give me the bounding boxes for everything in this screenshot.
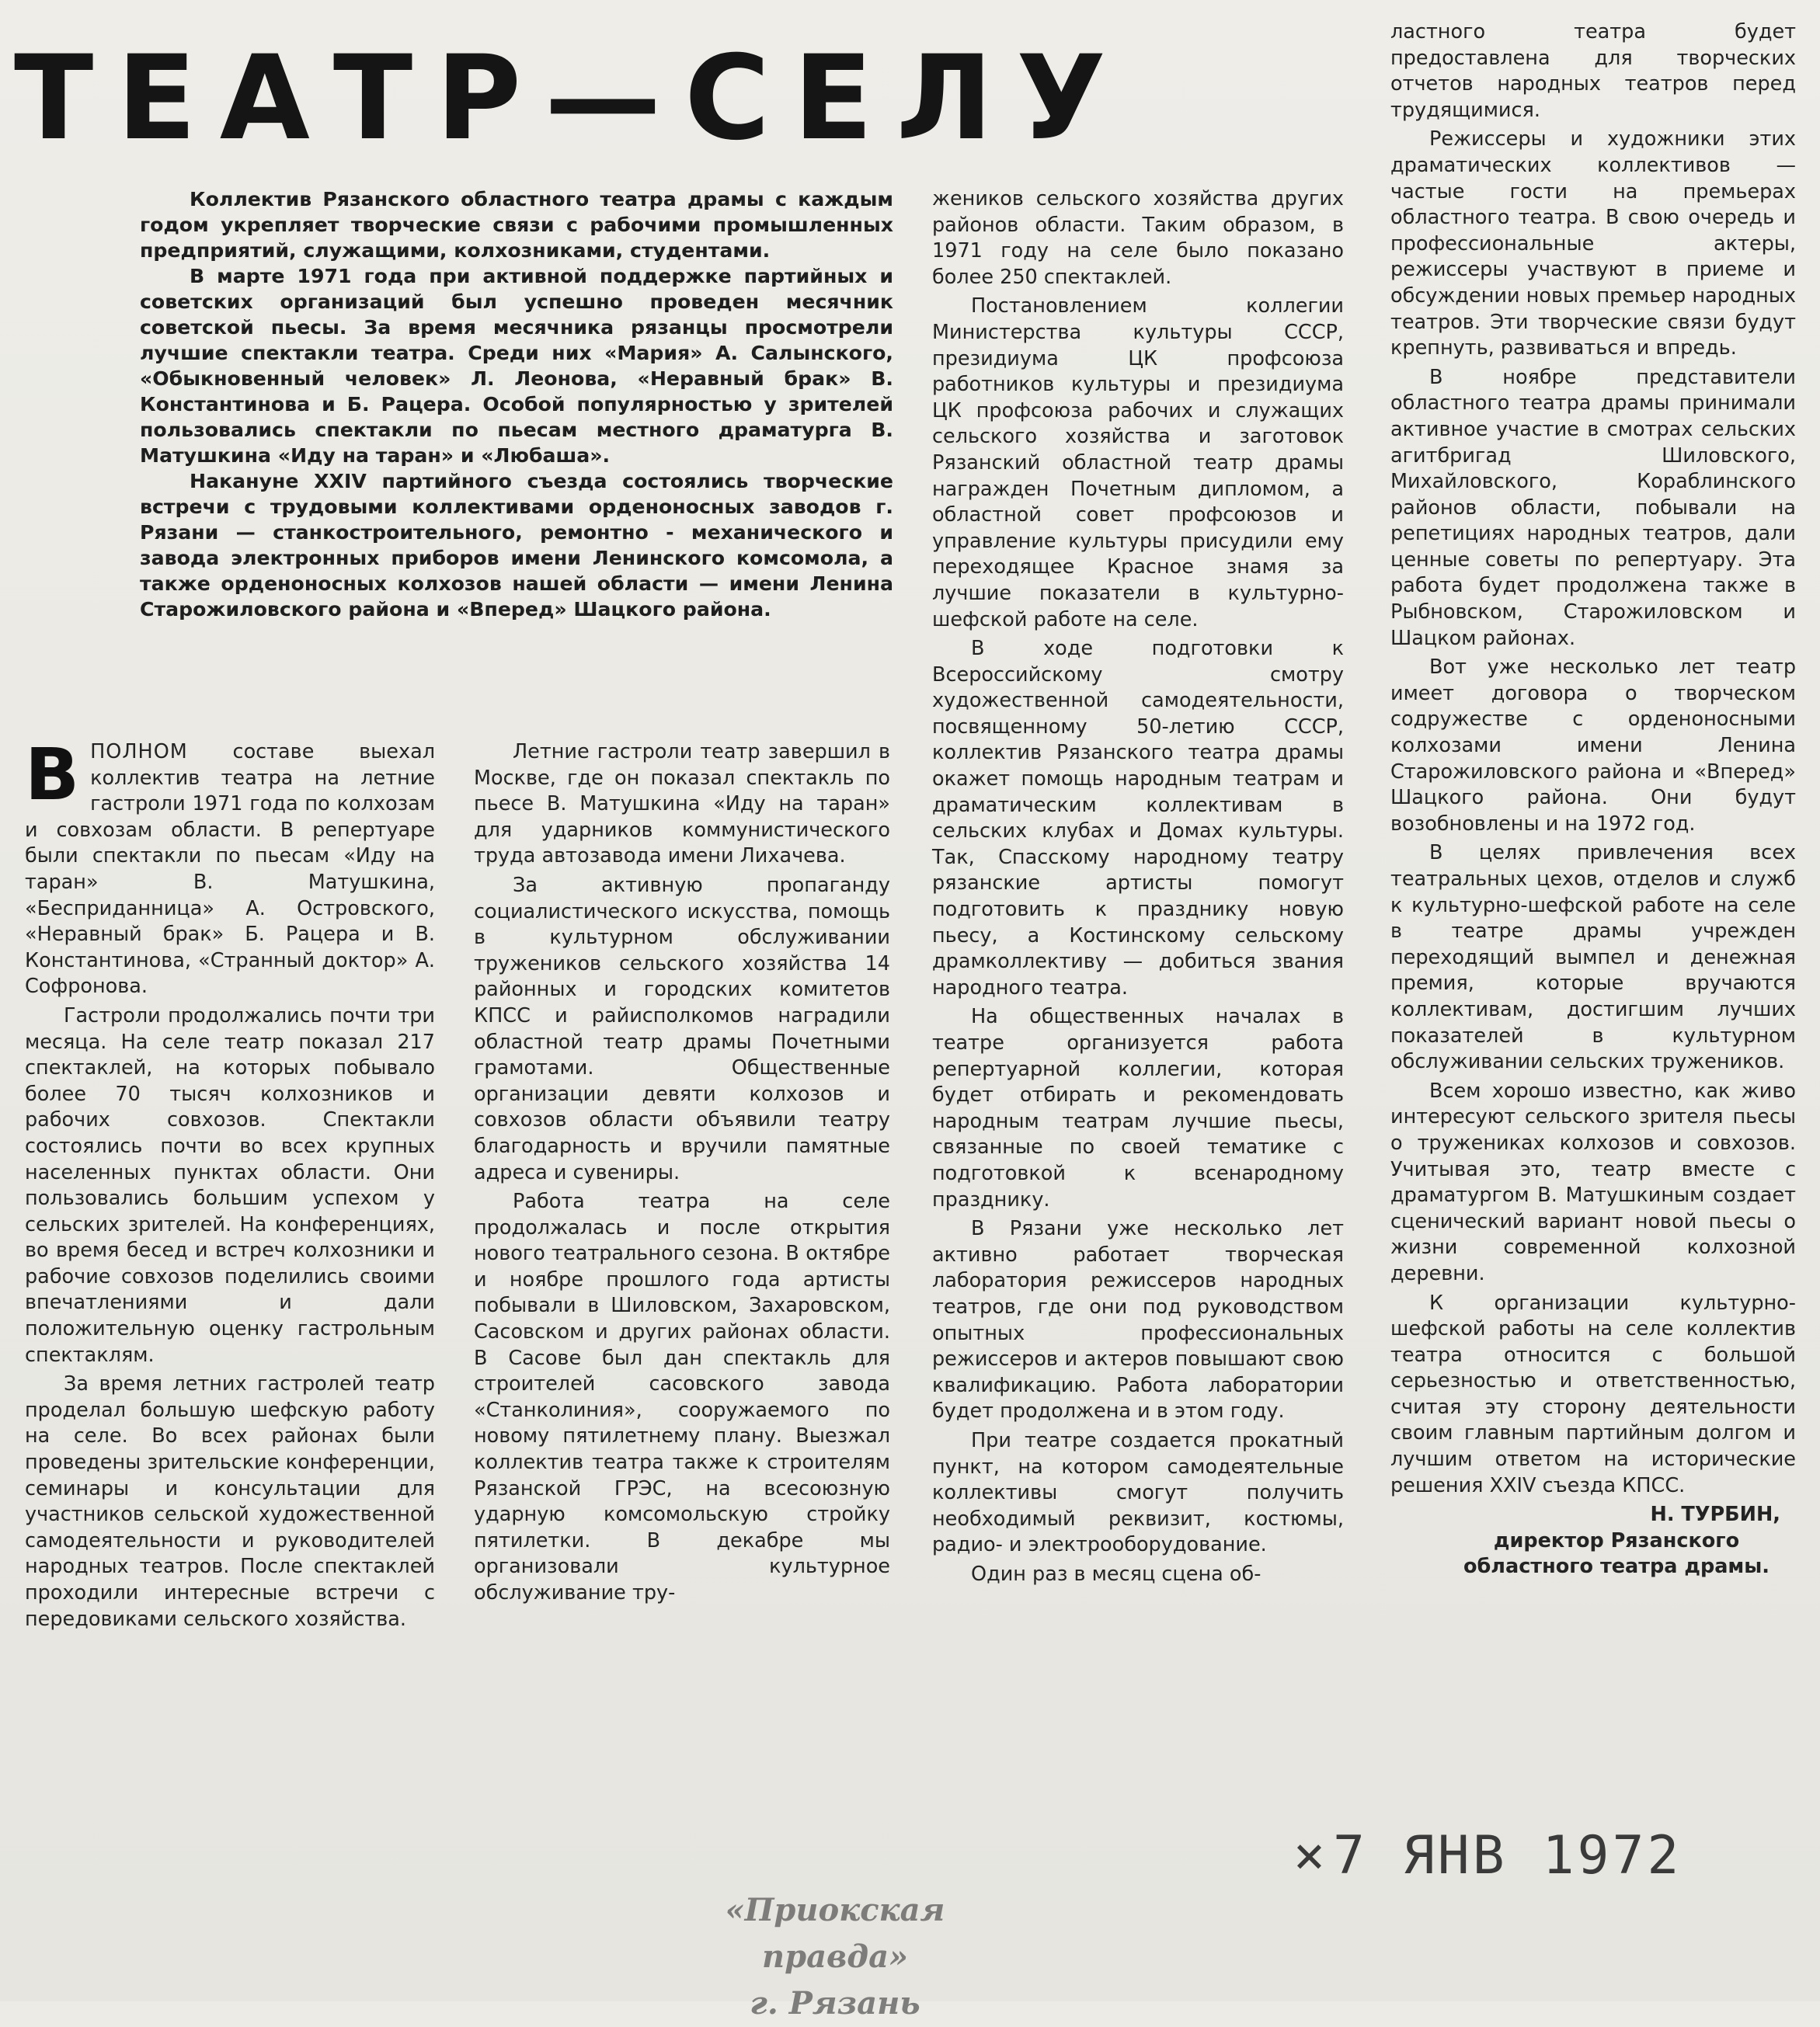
paragraph: Режиссеры и художники этих драматических коллективов — частые гости на премьерах областного театра. В свою очередь и профессиональные актеры, режиссеры участвуют в приеме и обсуждении новых премьер народных театров. Эти творческие связи будут крепнуть, развиваться и впредь. [1390, 127, 1796, 360]
paragraph: Всем хорошо известно, как живо интересуют сельского зрителя пьесы о тружениках колхозов и совхозов. Учитывая это, театр вместе с драматургом В. Матушкиным создает сценический вариант новой пьесы о жизни современной колхозной деревни. [1390, 1079, 1796, 1285]
lead-paragraphs [140, 186, 893, 622]
paragraph: Летние гастроли театр завершил в Москве, где он показал спектакль по пьесе В. Матушкина «Иду на таран» для ударников коммунистического труда автозавода имени Лихачева. [474, 740, 890, 868]
headline: ТЕАТР—СЕЛУ [14, 31, 1129, 166]
paragraph: жеников сельского хозяйства других районов области. Таким образом, в 1971 году на селе было показано более 250 спектаклей. [932, 187, 1344, 289]
stamp-date: 7 ЯНВ 1972 [1332, 1825, 1683, 1886]
paragraph: В Рязани уже несколько лет активно работает творческая лаборатория режиссеров народных театров, где они под руководством опытных профессиональных режиссеров и актеров повышают свою квалификацию. Работа лаборатории будет продолжена и в этом году. [932, 1217, 1344, 1424]
lead-paragraph: Накануне XXIV партийного съезда состоялись творческие встречи с трудовыми коллективами орденоносных заводов г. Рязани — станкостроительного, ремонтно - механического и завода электронных приборов имени Ленинского комсомола, а также орденоносных колхозов нашей области — имени Ленина Старожиловского района и «Вперед» Шацкого района. [140, 470, 893, 621]
paragraph: В ноябре представители областного театра драмы принимали активное участие в смотрах сельских агитбригад Шиловского, Михайловского, Кораблинского районов области, побывали на репетициях народных театров, дали ценные советы по репертуару. Эта работа будет продолжена также в Рыбновском, Старожиловском и Шацком районах. [1390, 365, 1796, 650]
paragraph: За время летних гастролей театр проделал большую шефскую работу на селе. Во всех районах были проведены зрительские конференции, семинары и консультации для участников сельской художественной самодеятельности и руководителей народных театров. После спектаклей проходили интересные встречи с передовиками сельского хозяйства. [25, 1372, 435, 1631]
paragraph: Гастроли продолжались почти три месяца. На селе театр показал 217 спектаклей, на которых побывало более 70 тысяч колхозников и рабочих совхозов. Спектакли состоялись почти во всех крупных населенных пунктах области. Они пользовались большим успехом у сельских зрителей. На конференциях, во время бесед и встреч колхозники и рабочие совхозов поделились своими впечатлениями и дали положительную оценку гастрольным спектаклям. [25, 1003, 435, 1367]
paragraph: Постановлением коллегии Министерства культуры СССР, президиума ЦК профсоюза работников культуры и президиума ЦК профсоюза рабочих и служащих сельского хозяйства и заготовок Рязанский областной театр драмы награжден Почетным дипломом, а областной совет профсоюзов и управление культуры присудили ему переходящее Красное знамя за лучшие показатели в культурно-шефской работе на селе. [932, 294, 1344, 631]
stamp-cross-mark: × [1293, 1825, 1328, 1886]
first-paragraph [25, 733, 435, 1000]
author-title: директор Рязанского областного театра драмы. [1463, 1528, 1770, 1579]
paragraph: ластного театра будет предоставлена для творческих отчетов народных театров перед трудящимися. [1390, 20, 1796, 122]
article-column-3 [932, 186, 1344, 1591]
lead-in-word: ПОЛНОМ [90, 740, 188, 763]
paragraph: Вот уже несколько лет театр имеет договора о творческом содружестве с орденоносными колхозами имени Ленина Старожиловского района и «Вперед» Шацкого района. Они будут возобновлены и на 1972 год. [1390, 655, 1796, 836]
paragraph: При театре создается прокатный пункт, на котором самодеятельные коллективы смогут получить необходимый реквизит, костюмы, радио- и электрооборудование. [932, 1428, 1344, 1557]
paragraph: В целях привлечения всех театральных цехов, отделов и служб к культурно-шефской работе на селе в театре драмы учрежден переходящий вымпел и денежная премия, которые вручаются коллективам, достигшим лучших показателей в культурном обслуживании сельских тружеников. [1390, 841, 1796, 1074]
source-stamp [660, 1887, 1010, 2027]
paragraph: На общественных началах в театре организуется работа репертуарной коллегии, которая будет отбирать и рекомендовать народным театрам лучшие пьесы, связанные по своей тематике с подготовкой к всенародному празднику. [932, 1005, 1344, 1212]
date-stamp [1293, 1825, 1682, 1886]
source-city: г. Рязань [750, 1985, 920, 2022]
paragraph: Один раз в месяц сцена об- [971, 1562, 1261, 1586]
first-paragraph-text: составе выехал коллектив театра на летние гастроли 1971 года по колхозам и совхозам области. В репертуаре были спектакли по пьесам «Иду на таран» В. Матушкина, «Бесприданница» А. Островского, «Неравный брак» Б. Рацера и В. Константинова, «Странный доктор» А. Софронова. [25, 740, 435, 999]
drop-cap: В [25, 733, 80, 816]
lead-paragraph: В марте 1971 года при активной поддержке партийных и советских организаций был успешно проведен месячник советской пьесы. За время месячника рязанцы просмотрели лучшие спектакли театра. Среди них «Мария» А. Салынского, «Обыкновенный человек» Л. Леонова, «Неравный брак» В. Константинова и Б. Рацера. Особой популярностью у зрителей пользовались спектакли по пьесам местного драматурга В. Матушкина «Иду на таран» и «Любаша». [140, 265, 893, 467]
paragraph: В ходе подготовки к Всероссийскому смотру художественной самодеятельности, посвященному 50-летию СССР, коллектив Рязанского театра драмы окажет помощь народным театрам и драматическим коллективам в сельских клубах и Домах культуры. Так, Спасскому народному театру рязанские артисты помогут подготовить к празднику новую пьесу, а Костинскому сельскому драмколлективу — добиться звания народного театра. [932, 637, 1344, 1000]
article-column-1 [25, 733, 435, 1636]
lead-paragraph: Коллектив Рязанского областного театра драмы с каждым годом укрепляет творческие связи с рабочими промышленных предприятий, служащими, колхозниками, студентами. [140, 188, 893, 262]
paragraph: К организации культурно-шефской работы на селе коллектив театра относится с большой серьезностью и ответственностью, считая эту сторону деятельности своим главным партийным долгом и лучшим ответом на исторические решения XXIV съезда КПСС. [1390, 1291, 1796, 1497]
author-name: Н. ТУРБИН, [1650, 1503, 1780, 1527]
article-column-4 [1390, 19, 1796, 1580]
source-newspaper: «Приокская правда» [725, 1892, 945, 1975]
paragraph: Работа театра на селе продолжалась и после открытия нового театрального сезона. В октябре и ноябре прошлого года артисты побывали в Шиловском, Захаровском, Сасовском и других районах области. В Сасове был дан спектакль для строителей сасовского завода «Станколиния», сооружаемого по новому пятилетнему плану. Выезжал коллектив театра также к строителям Рязанской ГРЭС, на всесоюзную ударную комсомольскую стройку пятилетки. В декабре мы организовали культурное обслуживание тру- [474, 1190, 890, 1605]
paragraph: За активную пропаганду социалистического искусства, помощь в культурном обслуживании тружеников сельского хозяйства 14 районных и городских комитетов КПСС и райисполкомов наградили областной театр драмы Почетными грамотами. Общественные организации девяти колхозов и совхозов области объявили театру благодарность и вручили памятные адреса и сувениры. [474, 873, 890, 1184]
article-column-2 [474, 739, 890, 1610]
